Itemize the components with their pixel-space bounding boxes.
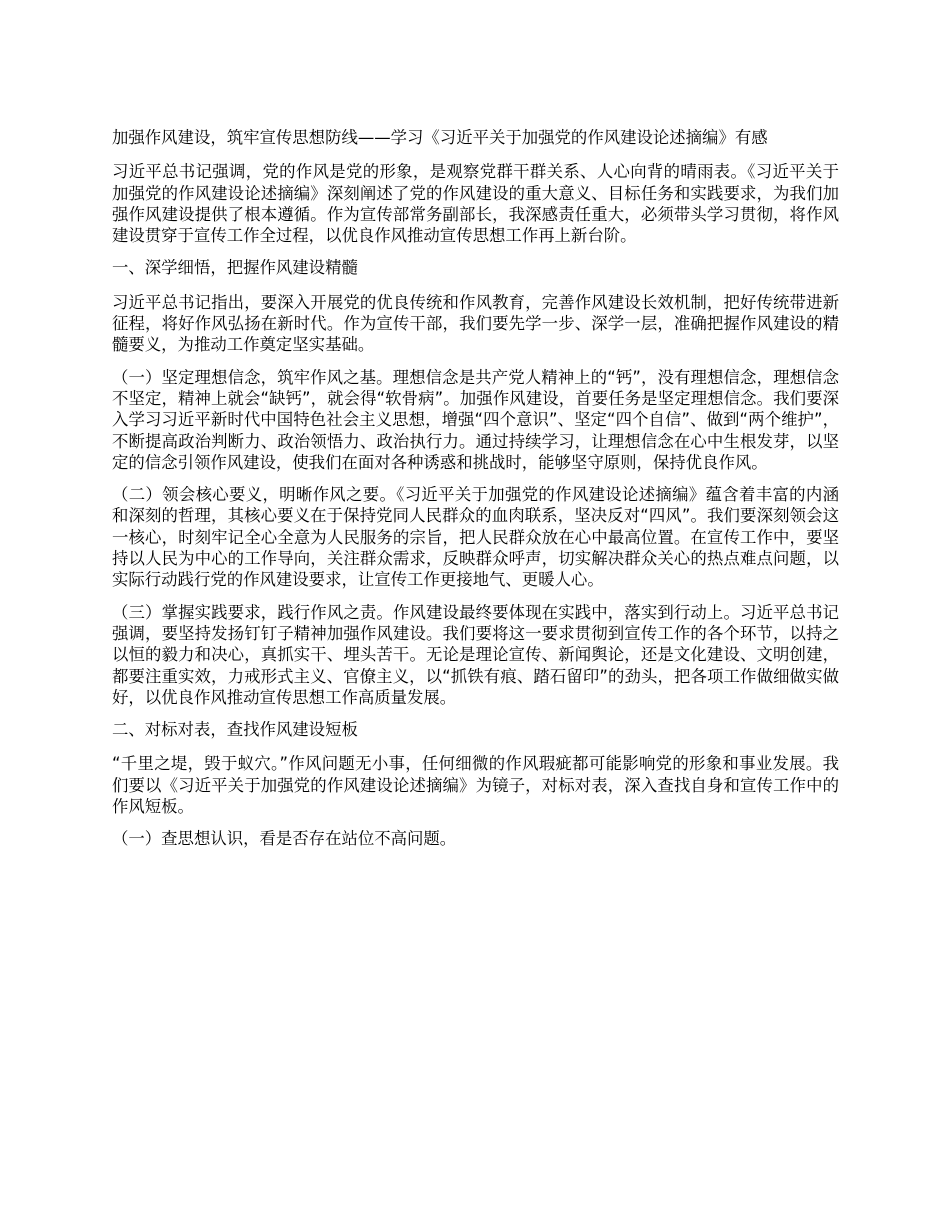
document-title: 加强作风建设，筑牢宣传思想防线——学习《习近平关于加强党的作风建设论述摘编》有感 <box>112 128 768 147</box>
intro-paragraph: 习近平总书记强调，党的作风是党的形象，是观察党群干群关系、人心向背的晴雨表。《习近平关于加强党的作风建设论述摘编》深刻阐述了党的作风建设的重大意义、目标任务和实践要求，为我们加强作风建设提供了根本遵循。作为宣传部常务副部长，我深感责任重大，必须带头学习贯彻，将作风建设贯穿于宣传工作全过程，以优良作风推动宣传思想工作再上新台阶。 <box>112 162 839 246</box>
document-page <box>112 127 839 861</box>
subsection-1-2-paragraph: （二）领会核心要义，明晰作风之要。《习近平关于加强党的作风建设论述摘编》蕴含着丰富的内涵和深刻的哲理，其核心要义在于保持党同人民群众的血肉联系，坚决反对“四风”。我们要深刻领会这一核心，时刻牢记全心全意为人民服务的宗旨，把人民群众放在心中最高位置。在宣传工作中，要坚持以人民为中心的工作导向，关注群众需求，反映群众呼声，切实解决群众关心的热点难点问题，以实际行动践行党的作风建设要求，让宣传工作更接地气、更暖人心。 <box>112 485 839 590</box>
subsection-2-1-heading: （一）查思想认识，看是否存在站位不高问题。 <box>112 829 457 849</box>
section-1-intro-paragraph: 习近平总书记指出，要深入开展党的优良传统和作风教育，完善作风建设长效机制，把好传统带进新征程，将好作风弘扬在新时代。作为宣传干部，我们要先学一步、深学一层，准确把握作风建设的精髓要义，为推动工作奠定坚实基础。 <box>112 292 839 355</box>
subsection-1-3-paragraph: （三）掌握实践要求，践行作风之责。作风建设最终要体现在实践中，落实到行动上。习近平总书记强调，要坚持发扬钉钉子精神加强作风建设。我们要将这一要求贯彻到宣传工作的各个环节，以持之以恒的毅力和决心，真抓实干、埋头苦干。无论是理论宣传、新闻舆论，还是文化建设、文明创建，都要注重实效，力戒形式主义、官僚主义，以“抓铁有痕、踏石留印”的劲头，把各项工作做细做实做好，以优良作风推动宣传思想工作高质量发展。 <box>112 602 839 707</box>
section-heading-1: 一、深学细悟，把握作风建设精髓 <box>112 258 358 278</box>
section-heading-2: 二、对标对表，查找作风建设短板 <box>112 720 358 740</box>
subsection-1-1-paragraph: （一）坚定理想信念，筑牢作风之基。理想信念是共产党人精神上的“钙”，没有理想信念，理想信念不坚定，精神上就会“缺钙”，就会得“软骨病”。加强作风建设，首要任务是坚定理想信念。我们要深入学习习近平新时代中国特色社会主义思想，增强“四个意识”、坚定“四个自信”、做到“两个维护”，不断提高政治判断力、政治领悟力、政治执行力。通过持续学习，让理想信念在心中生根发芽，以坚定的信念引领作风建设，使我们在面对各种诱惑和挑战时，能够坚守原则，保持优良作风。 <box>112 367 839 472</box>
section-2-intro-paragraph: “千里之堤，毁于蚁穴。”作风问题无小事，任何细微的作风瑕疵都可能影响党的形象和事业发展。我们要以《习近平关于加强党的作风建设论述摘编》为镜子，对标对表，深入查找自身和宣传工作中的作风短板。 <box>112 754 839 817</box>
